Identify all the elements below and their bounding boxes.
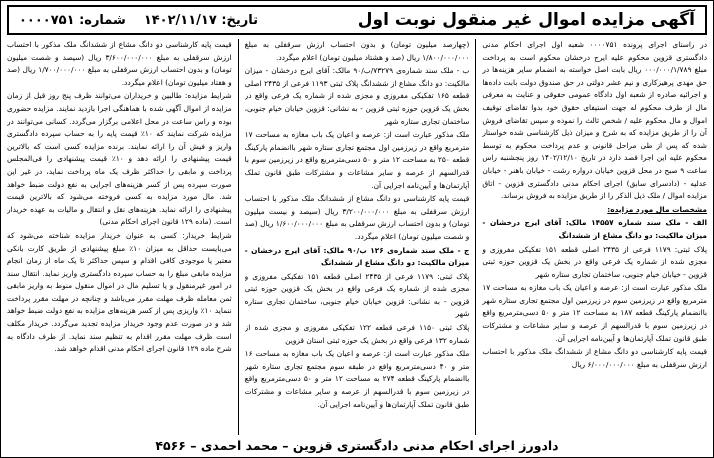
column-divider	[238, 39, 239, 435]
notice-footer: دادورز اجرای احکام مدنی دادگستری قزوین – محمد احمدی – ۴۵۶۶	[155, 437, 559, 453]
paragraph: شرایط مزایده: طالبین و خریداران می‌توانند ظرف پنج روز قبل از زمان مزایده از اموال آگهی شده با هماهنگی اجرا بازدید نمایند. مزایده حضوری بوده و راس ساعت در محل اعلامی برگزار می‌گردد. کسانی می‌توانند در مزایده شرکت نمایند که ۱۰٪ قیمت پایه را به حساب سپرده دادگستری واریز و فیش آن را ارائه نمایند. برنده مزایده کسی است که بالاترین قیمت پیشنهادی را ارائه دهد و ۱۰٪ قیمت پیشنهادی را فی‌المجلس پرداخت و مابقی را حداکثر ظرف یک ماه پرداخت نماید، در غیر این صورت سپرده پس از کسر هزینه‌های اجرایی به نفع دولت ضبط خواهد شد. مال مورد مزایده به کسی فروخته می‌شود که بالاترین قیمت پیشنهادی را ارائه نماید. هزینه‌های نقل و انتقال و مالیات به عهده خریدار است. (ماده ۱۲۹ قانون اجرای احکام مدنی)	[6, 91, 232, 227]
paragraph: ج - ملک سند شماره‌ی ۱۲۶ ب/۹۰ مالک: آقای ایرج درخشان - میزان مالکیت: دو دانگ مشاع از ششدانگ	[244, 245, 470, 268]
section-heading: مشخصات مال مورد مزایده:	[607, 204, 707, 214]
notice-header	[7, 5, 707, 35]
column-left	[7, 39, 232, 435]
notice-number: شماره: ۰۰۰۰۷۵۱	[19, 12, 126, 28]
paragraph: ملک مذکور عبارت است از: عرصه و اعیان یک باب مغازه به مساحت ۱۷ مترمربع واقع در زیرزمین سوم در زیرزمین اول مجتمع تجاری ستاره شهر باانضمام پارکینگ قطعه ۱۸۷ به مساحت ۱۲ متر و ۵۰ دسی‌مترمربع واقع در زیرزمین سوم با قدرالسهم از عرصه و سایر مشاعات و مشترکات طبق قانون تملک آپارتمان‌ها و آیین‌نامه اجرایی آن.	[482, 283, 707, 343]
paragraph: قیمت پایه کارشناسی دو دانگ مشاع از ششدانگ ملک مذکور با احتساب ارزش سرقفلی به مبلغ ۶/۰۰۰/۰۰۰/۰۰۰ ریال	[482, 347, 707, 369]
paragraph: (چهارصد میلیون تومان) و بدون احتساب ارزش سرقفلی به مبلغ ۱/۸۰۰/۰۰۰/۰۰۰ ریال (صد و هشتاد میلیون تومان) اعلام میگردد.	[244, 40, 470, 62]
paragraph: الف - ملک سند شماره ۱۴۵۵۷ مالک: آقای ایرج درخشان - میزان مالکیت: دو دانگ مشاع از ششدانگ	[482, 218, 707, 240]
paragraph: ب - ملک سند شماره‌ی ۷۳۲۷۹/ب/۹۰ مالک: آقای ایرج درخشان - میزان مالکیت: دو دانگ مشاع از ششدانگ پلاک ثبتی ۱۱۹۳ فرعی از ۲۴۳۵ اصلی قطعه ۱۶۵ تفکیکی مفروزی و مجزی شده از شماره یک فرعی واقع در بخش یک قزوین حوزه ثبتی قزوین - به نشانی: قزوین خیابان خیام جنوبی، ساختمان تجاری ستاره شهر	[244, 66, 470, 126]
paragraph: ملک مذکور عبارت است از: عرصه و اعیان یک باب مغازه به مساحت ۱۶ متر و ۴۰ دسی‌مترمربع واقع در طبقه سوم مجتمع تجاری ستاره شهر باانضمام پارکینگ قطعه ۲۷۴ به مساحت ۱۲ متر و ۵۰ دسی‌مترمربع واقع در زیرزمین سوم با قدرالسهم از عرصه و سایر مشاعات و مشترکات طبق قانون تملک آپارتمان‌ها و آیین‌نامه اجرایی آن.	[244, 349, 470, 409]
notice-meta	[19, 13, 258, 28]
paragraph: پلاک ثبتی: ۱۱۷۹ فرعی از ۲۴۳۵ اصلی قطعه ۱۵۱ تفکیکی مفروزی و مجزی شده از شماره یک فرعی واقع در بخش یک قزوین حوزه ثبتی قزوین - به نشانی: قزوین خیابان خیام جنوبی، ساختمان تجاری ستاره شهر	[244, 271, 470, 319]
paragraph: پلاک ثبتی: ۱۱۷۹ فرعی از ۲۴۳۵ اصلی قطعه ۱۵۱ تفکیکی مفروزی و مجزی شده از شماره یک فرعی واقع در بخش یک قزوین حوزه ثبتی قزوین - خیابان خیام جنوبی، ساختمان تجاری ستاره شهر	[482, 244, 707, 279]
paragraph: در راستای اجرای پرونده ۰۰۰۰۷۵۱ شعبه اول اجرای احکام مدنی دادگستری قزوین محکوم علیه ایرج درخشان محکوم است به پرداخت مبلغ ۰۰۰/۰۰۰/۱/۷۸۹ ریال بابت اصل خواسته به انضمام سایر هزینه‌ها در حق مهدی پرهیزکاری و نیم عشر دولتی در حق صندوق دولت بابت داده‌ها و اجرائیه صادره از شعبه اول دادگاه عمومی حقوقی و عنایت به معرفی مال از طرف محکوم له جهت استیفای حقوق خود بدوا تقاضای توقیف اموال و مال محکوم علیه / شخص ثالث را نموده و سپس تقاضای فروش آن را از طریق مزایده که به شرح و میزان ذیل کارشناسی شده خواستار شده که پس از طی مراحل قانونی و عدم پرداخت محکوم به توسط محکوم علیه این اجرا قصد دارد در تاریخ ۱۴۰۲/۱۲/۱۰ روز پنجشنبه راس ساعت ۹ صبح در محل قزوین خیابان درواره رشت - خیابان باهنر - خیابان عدلیه - (دادسرای سابق) اجرای احکام مدنی دادگستری قزوین - اتاق مزایده اموال / ملک ذیل الذکر را از طریق مزایده به فروش برساند.	[482, 40, 707, 201]
column-right	[482, 39, 707, 435]
notice-date: تاریخ: ۱۴۰۲/۱۱/۱۷	[143, 12, 259, 28]
paragraph: ملک مذکور عبارت است از: عرصه و اعیان یک باب مغازه به مساحت ۱۷ مترمربع واقع در زیرزمین اول مجتمع تجاری ستاره شهر باانضمام پارکینگ قطعه ۲۵۰ به مساحت ۱۲ متر و ۵۰ دسی‌مترمربع واقع در زیرزمین سوم با قدرالسهم از عرصه و سایر مشاعات و مشترکات طبق قانون تملک آپارتمان‌ها و آیین‌نامه اجرایی آن.	[244, 130, 470, 190]
paragraph: پلاک ثبتی ۱۱۵۰ فرعی قطعه ۱۲۲ تفکیکی مفروزی و مجزی شده از شماره ۱۳۲ فرعی واقع در بخش یک حوزه ثبتی استان قزوین	[244, 323, 470, 345]
paragraph: قیمت پایه کارشناسی دو دانگ مشاع از ششدانگ ملک مذکور با احتساب ارزش سرقفلی به مبلغ ۳/۶۰۰/۰۰۰/۰۰۰ ریال (سیصد و شصت میلیون تومان) و بدون احتساب ارزش سرقفلی به مبلغ ۱/۷۰۰/۰۰۰/۰۰۰ ریال (صد و هفتاد میلیون تومان) اعلام میگردد.	[6, 40, 232, 87]
paragraph: شرایط خریدار: کسی به عنوان خریدار مزایده شناخته می‌شود که می‌بایست حداقل به میزان ۱۰٪ مبلغ پیشنهادی از طریق کارت بانکی معتبر یا موجودی کافی اقدام و سپس حداکثر تا یک ماه از زمان انجام مزایده مابقی مبلغ را به حساب سپرده دادگستری واریز نماید. انتقال سند در امور غیرمنقول و یا تسلیم مال در اموال منقول منوط به واریز مابقی ثمن معامله ظرف مهلت مقرر می‌باشد و چنانچه در مهلت مقرر پرداخت ننماید ۱۰٪ واریزی پس از کسر هزینه‌های مزایده به نفع دولت ضبط خواهد شد و در صورت عدم وجود خریدار مزایده تجدید می‌گردد. خریدار مکلف است ظرف مهلت مقرر اقدام به تنظیم سند نماید. از طرف دادگاه به شرح ماده ۱۲۹ قانون اجرای احکام مدنی اقدام خواهد شد.	[6, 230, 232, 354]
column-middle	[245, 39, 470, 435]
notice-columns	[7, 39, 707, 435]
column-divider	[475, 39, 476, 435]
paragraph: قیمت پایه کارشناسی دو دانگ مشاع از ششدانگ ملک مذکور با احتساب ارزش سرقفلی به مبلغ ۳/۲۰۰/۰۰۰/۰۰۰ ریال (سیصد و بیست میلیون تومان) و بدون احتساب ارزش سرقفلی به مبلغ ۱/۶۰۰/۰۰۰/۰۰۰ ریال (صد و شصت میلیون تومان) اعلام میگردد.	[244, 194, 470, 241]
notice-title: آگهی مزایده اموال غیر منقول نوبت اول	[357, 10, 695, 30]
